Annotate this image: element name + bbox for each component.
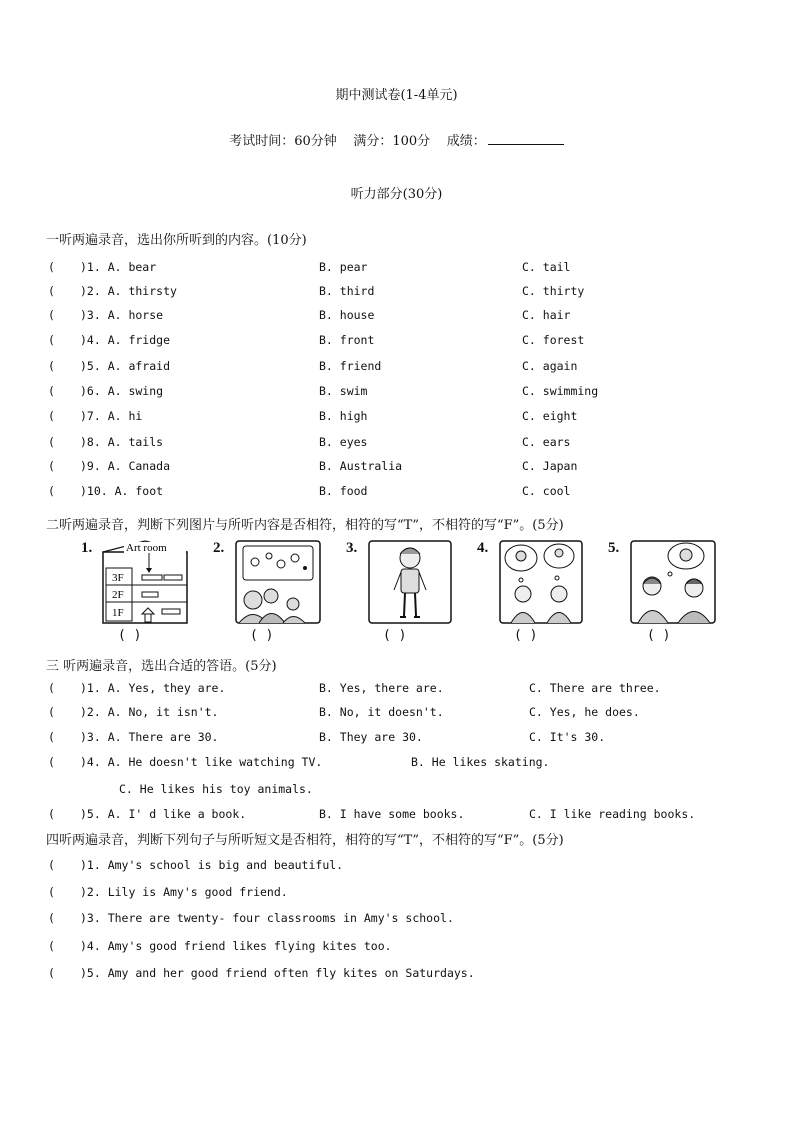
response-option-b[interactable]: B. They are 30. xyxy=(319,730,423,744)
question-option-a[interactable]: )2. A. thirsty xyxy=(80,284,177,298)
page-title: 期中测试卷(1-4单元) xyxy=(335,88,458,103)
answer-paren[interactable]: ( xyxy=(48,755,55,769)
question-option-c[interactable]: C. ears xyxy=(522,435,571,449)
children-talking-image xyxy=(630,540,716,624)
statement-text: )4. Amy's good friend likes flying kites too. xyxy=(80,939,392,953)
response-option-c[interactable]: C. Yes, he does. xyxy=(529,705,640,719)
question-option-a[interactable]: )1. A. bear xyxy=(80,260,157,274)
question-option-b[interactable]: B. Australia xyxy=(319,459,403,473)
question-option-a[interactable]: )5. A. afraid xyxy=(80,359,171,373)
picture-3-number: 3. xyxy=(346,540,358,556)
question-option-c[interactable]: C. again xyxy=(522,359,578,373)
picture-2-answer[interactable]: ( ) xyxy=(250,628,274,643)
response-option-c[interactable]: C. It's 30. xyxy=(529,730,606,744)
question-option-a[interactable]: )10. A. foot xyxy=(80,484,164,498)
answer-paren[interactable]: ( xyxy=(48,858,55,872)
question-option-b[interactable]: B. friend xyxy=(319,359,382,373)
question-option-a[interactable]: )7. A. hi xyxy=(80,409,143,423)
response-option-c[interactable]: C. He likes his toy animals. xyxy=(119,782,313,796)
question-option-c[interactable]: C. thirty xyxy=(522,284,585,298)
question-option-b[interactable]: B. swim xyxy=(319,384,368,398)
question-option-b[interactable]: B. food xyxy=(319,484,368,498)
question-option-a[interactable]: )3. A. horse xyxy=(80,308,164,322)
answer-paren[interactable]: ( xyxy=(48,807,55,821)
question-option-c[interactable]: C. tail xyxy=(522,260,571,274)
exam-time: 考试时间：60分钟 xyxy=(229,134,337,149)
picture-1-number: 1. xyxy=(81,540,93,556)
statement-text: )3. There are twenty- four classrooms in Amy's school. xyxy=(80,911,454,925)
response-option-c[interactable]: C. There are three. xyxy=(529,681,661,695)
response-option-b[interactable]: B. Yes, there are. xyxy=(319,681,444,695)
answer-paren[interactable]: ( xyxy=(48,484,55,498)
answer-paren[interactable]: ( xyxy=(48,409,55,423)
full-score: 满分：100分 xyxy=(353,134,431,149)
answer-paren[interactable]: ( xyxy=(48,359,55,373)
response-option-b[interactable]: B. He likes skating. xyxy=(411,755,550,769)
art-room-sign: Art room xyxy=(126,542,167,554)
question-option-c[interactable]: C. cool xyxy=(522,484,571,498)
picture-2-number: 2. xyxy=(213,540,225,556)
response-option-a[interactable]: )4. A. He doesn't like watching TV. xyxy=(80,755,323,769)
answer-paren[interactable]: ( xyxy=(48,308,55,322)
question-option-a[interactable]: )8. A. tails xyxy=(80,435,164,449)
question-option-b[interactable]: B. third xyxy=(319,284,375,298)
picture-4-number: 4. xyxy=(477,540,489,556)
answer-paren[interactable]: ( xyxy=(48,435,55,449)
question-option-b[interactable]: B. pear xyxy=(319,260,368,274)
floor-1f: 1F xyxy=(112,607,124,619)
response-option-a[interactable]: )5. A. I' d like a book. xyxy=(80,807,247,821)
question-option-a[interactable]: )4. A. fridge xyxy=(80,333,171,347)
question-option-c[interactable]: C. Japan xyxy=(522,459,578,473)
answer-paren[interactable]: ( xyxy=(48,459,55,473)
question-option-b[interactable]: B. house xyxy=(319,308,375,322)
answer-paren[interactable]: ( xyxy=(48,705,55,719)
question-option-a[interactable]: )6. A. swing xyxy=(80,384,164,398)
section3-heading: 三 听两遍录音，选出合适的答语。(5分) xyxy=(46,659,277,674)
response-option-b[interactable]: B. I have some books. xyxy=(319,807,465,821)
answer-paren[interactable]: ( xyxy=(48,966,55,980)
question-option-a[interactable]: )9. A. Canada xyxy=(80,459,171,473)
question-option-b[interactable]: B. high xyxy=(319,409,368,423)
answer-paren[interactable]: ( xyxy=(48,681,55,695)
answer-paren[interactable]: ( xyxy=(48,730,55,744)
answer-paren[interactable]: ( xyxy=(48,260,55,274)
section4-heading: 四听两遍录音，判断下列句子与所听短文是否相符，相符的写“T”，不相符的写“F”。(5分) xyxy=(46,833,564,848)
picture-3-answer[interactable]: ( ) xyxy=(383,628,407,643)
response-option-a[interactable]: )3. A. There are 30. xyxy=(80,730,219,744)
cinema-audience-image xyxy=(235,540,321,624)
statement-text: )2. Lily is Amy's good friend. xyxy=(80,885,288,899)
response-option-a[interactable]: )2. A. No, it isn't. xyxy=(80,705,219,719)
score-blank[interactable] xyxy=(488,132,564,145)
response-option-b[interactable]: B. No, it doesn't. xyxy=(319,705,444,719)
question-option-b[interactable]: B. front xyxy=(319,333,375,347)
answer-paren[interactable]: ( xyxy=(48,911,55,925)
question-option-b[interactable]: B. eyes xyxy=(319,435,368,449)
floor-2f: 2F xyxy=(112,589,124,601)
listening-title: 听力部分(30分) xyxy=(350,187,443,202)
response-option-c[interactable]: C. I like reading books. xyxy=(529,807,696,821)
section1-heading: 一听两遍录音，选出你所听到的内容。(10分) xyxy=(46,233,307,248)
answer-paren[interactable]: ( xyxy=(48,384,55,398)
score-label: 成绩： xyxy=(446,134,486,149)
statement-text: )1. Amy's school is big and beautiful. xyxy=(80,858,344,872)
response-option-a[interactable]: )1. A. Yes, they are. xyxy=(80,681,226,695)
children-thinking-image xyxy=(499,540,583,624)
question-option-c[interactable]: C. forest xyxy=(522,333,585,347)
statement-text: )5. Amy and her good friend often fly kites on Saturdays. xyxy=(80,966,475,980)
floor-3f: 3F xyxy=(112,572,124,584)
answer-paren[interactable]: ( xyxy=(48,885,55,899)
question-option-c[interactable]: C. eight xyxy=(522,409,578,423)
answer-paren[interactable]: ( xyxy=(48,333,55,347)
picture-5-answer[interactable]: ( ) xyxy=(647,628,671,643)
picture-1-answer[interactable]: ( ) xyxy=(118,628,142,643)
art-room-building-image xyxy=(102,540,188,624)
question-option-c[interactable]: C. swimming xyxy=(522,384,599,398)
answer-paren[interactable]: ( xyxy=(48,284,55,298)
question-option-c[interactable]: C. hair xyxy=(522,308,571,322)
boy-standing-image xyxy=(368,540,452,624)
exam-info xyxy=(0,130,793,149)
picture-4-answer[interactable]: ( ) xyxy=(514,628,538,643)
picture-5-number: 5. xyxy=(608,540,620,556)
section2-heading: 二听两遍录音，判断下列图片与所听内容是否相符，相符的写“T”，不相符的写“F”。(5分) xyxy=(46,518,564,533)
answer-paren[interactable]: ( xyxy=(48,939,55,953)
